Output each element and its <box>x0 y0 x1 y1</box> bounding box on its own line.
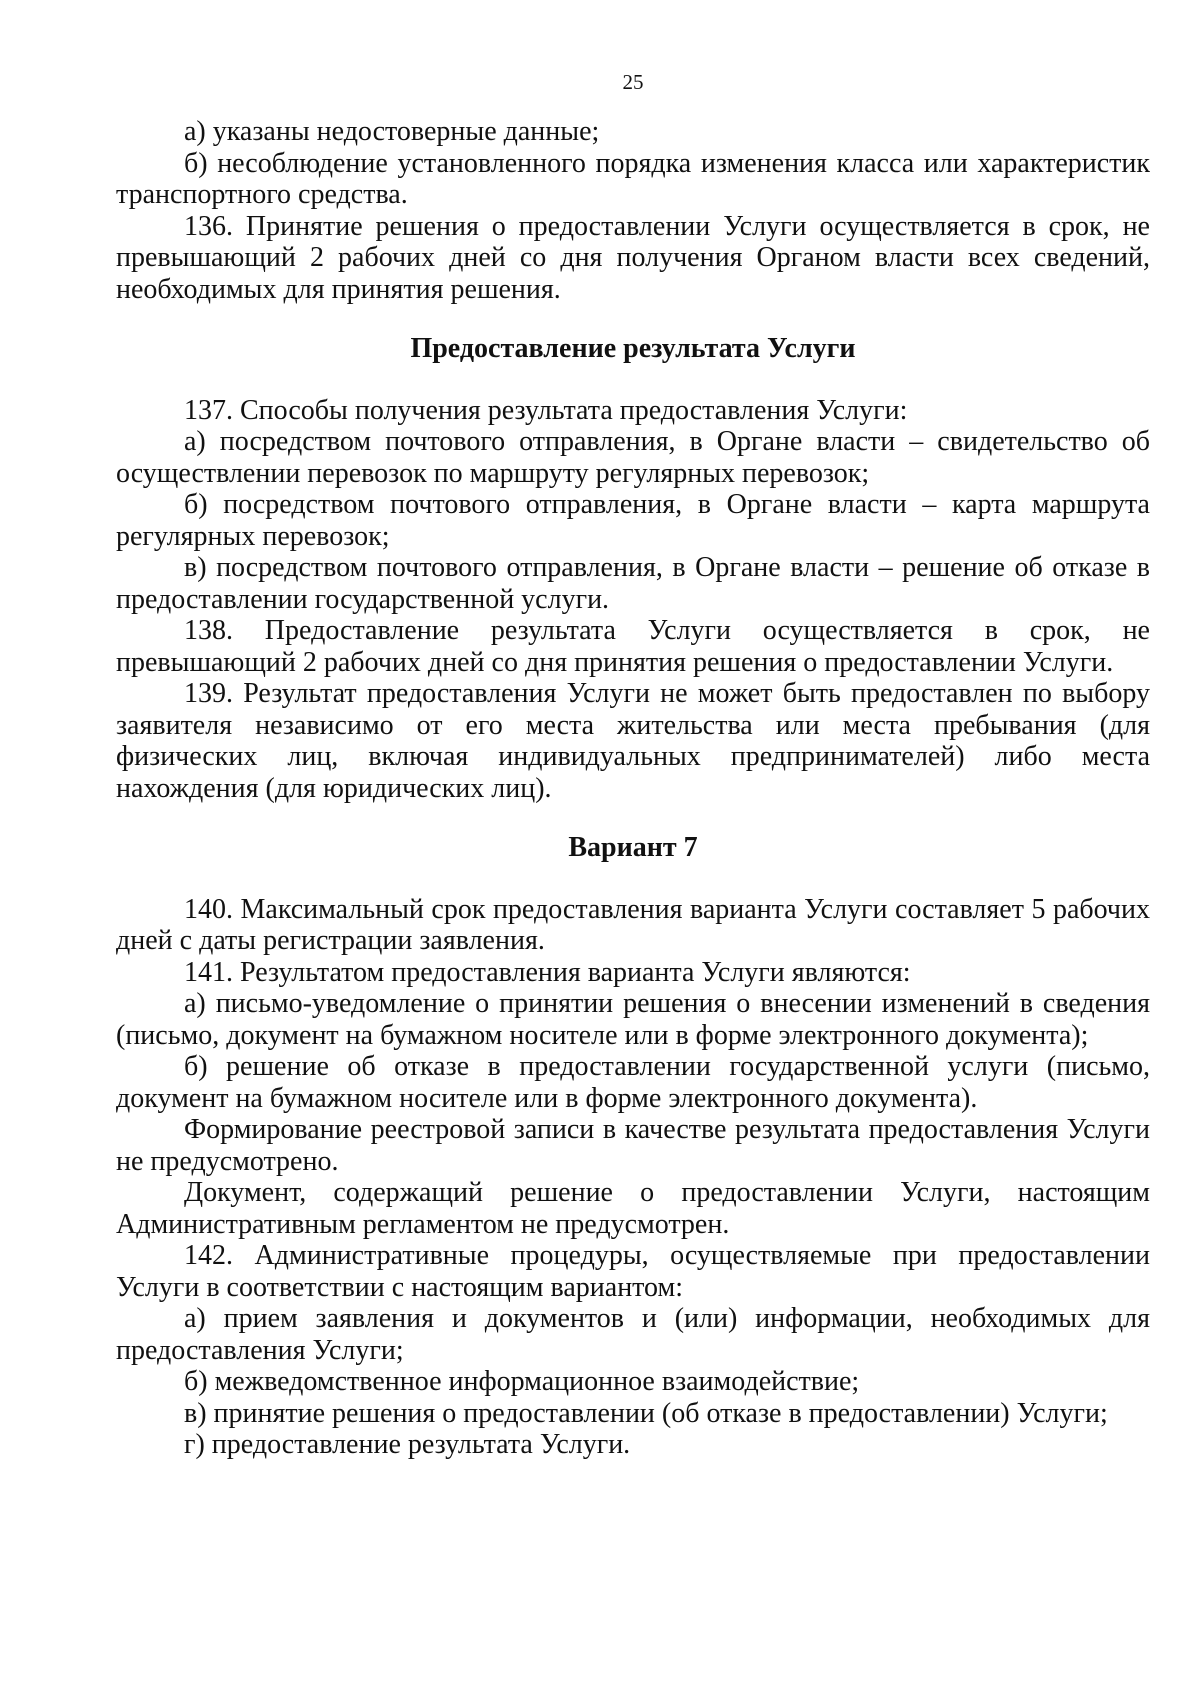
page-number: 25 <box>622 70 644 94</box>
paragraph: Формирование реестровой записи в качестве результата предоставления Услуги не предусмотрено. <box>116 1114 1150 1177</box>
paragraph: б) несоблюдение установленного порядка изменения класса или характеристик транспортного средства. <box>116 147 1150 210</box>
paragraph: а) письмо-уведомление о принятии решения о внесении изменений в сведения (письмо, документ на бумажном носителе или в форме электронного документа); <box>116 988 1150 1051</box>
paragraph: б) решение об отказе в предоставлении государственной услуги (письмо, документ на бумажном носителе или в форме электронного документа). <box>116 1051 1150 1114</box>
paragraph: Документ, содержащий решение о предоставлении Услуги, настоящим Административным регламентом не предусмотрен. <box>116 1177 1150 1240</box>
paragraph: а) указаны недостоверные данные; <box>184 116 600 147</box>
paragraph: 138. Предоставление результата Услуги осуществляется в срок, не превышающий 2 рабочих дней со дня принятия решения о предоставлении Услуги. <box>116 615 1150 678</box>
paragraph: а) посредством почтового отправления, в Органе власти – свидетельство об осуществлении перевозок по маршруту регулярных перевозок; <box>116 426 1150 489</box>
paragraph: в) принятие решения о предоставлении (об отказе в предоставлении) Услуги; <box>184 1397 1108 1429</box>
paragraph: 141. Результатом предоставления варианта Услуги являются: <box>184 956 911 988</box>
paragraph: 140. Максимальный срок предоставления варианта Услуги составляет 5 рабочих дней с даты регистрации заявления. <box>116 893 1150 956</box>
paragraph: 136. Принятие решения о предоставлении Услуги осуществляется в срок, не превышающий 2 рабочих дней со дня получения Органом власти всех сведений, необходимых для принятия решения. <box>116 210 1150 305</box>
section-heading: Вариант 7 <box>568 832 698 863</box>
paragraph: 142. Административные процедуры, осуществляемые при предоставлении Услуги в соответствии с настоящим вариантом: <box>116 1240 1150 1303</box>
paragraph: б) посредством почтового отправления, в Органе власти – карта маршрута регулярных перевозок; <box>116 489 1150 552</box>
paragraph: 137. Способы получения результата предоставления Услуги: <box>184 394 908 426</box>
paragraph: а) прием заявления и документов и (или) информации, необходимых для предоставления Услуги; <box>116 1303 1150 1366</box>
paragraph: в) посредством почтового отправления, в Органе власти – решение об отказе в предоставлении государственной услуги. <box>116 552 1150 615</box>
section-heading: Предоставление результата Услуги <box>410 333 856 364</box>
paragraph: г) предоставление результата Услуги. <box>184 1429 631 1460</box>
document-page <box>116 70 1150 1461</box>
paragraph: б) межведомственное информационное взаимодействие; <box>184 1366 860 1397</box>
paragraph: 139. Результат предоставления Услуги не может быть предоставлен по выбору заявителя независимо от его места жительства или места пребывания (для физических лиц, включая индивидуальных предпринимателей) либо места нахождения (для юридических лиц). <box>116 678 1150 804</box>
